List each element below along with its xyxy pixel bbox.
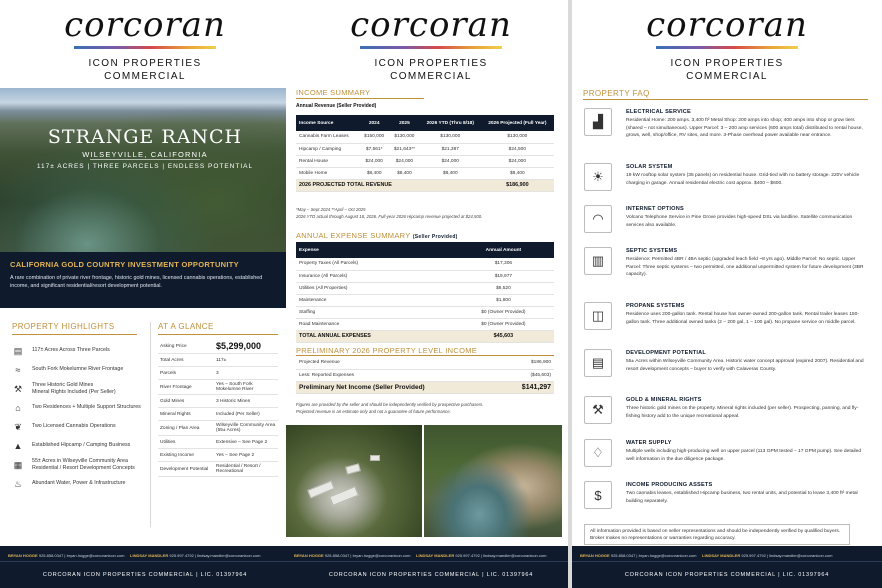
- faq-heading: PROPERTY FAQ: [583, 89, 650, 98]
- revenue-cell: Rental House: [296, 155, 359, 167]
- building-icon: ⌂: [15, 402, 21, 413]
- noi-value: ($45,603): [500, 369, 554, 381]
- glance-row: [158, 462, 278, 477]
- brand-logo: [286, 6, 576, 83]
- brand-sub-2: COMMERCIAL: [390, 71, 472, 82]
- expense-row: [296, 306, 554, 318]
- expense-row: [296, 282, 554, 294]
- revenue-cell: $24,000: [481, 155, 554, 167]
- expense-column-header: Annual Amount: [453, 242, 554, 258]
- faq-item: [584, 205, 869, 233]
- river-icon: ≈: [15, 364, 21, 375]
- revenue-cell: $24,500: [481, 143, 554, 155]
- brand-color-bar: [74, 46, 216, 49]
- glance-key: Mineral Rights: [160, 411, 191, 417]
- agent-2-name: LINDSAY MANDLER: [416, 553, 455, 558]
- faq-body: Multiple wells including high-producing well on upper parcel (113 GPM tested – 17 GPM pump). See detailed well information in the due diligence package.: [626, 449, 862, 462]
- glance-value: Yes – See Page 2: [216, 452, 255, 458]
- highlight-item: [12, 398, 142, 417]
- revenue-cell: $150,000: [359, 131, 389, 143]
- footer: [572, 546, 882, 588]
- glance-key: River Frontage: [160, 384, 192, 390]
- highlight-text: Two Residences + Multiple Support Structures: [32, 404, 141, 411]
- faq-item: [584, 439, 869, 467]
- revenue-cell: $130,000: [481, 131, 554, 143]
- revenue-cell: $8,400: [359, 167, 389, 179]
- at-a-glance: [158, 322, 278, 477]
- page-3: [572, 0, 882, 588]
- noi-label: Less: Reported Expenses: [296, 369, 500, 381]
- highlight-text: Established Hipcamp / Camping Business: [32, 442, 131, 449]
- faq-text: [626, 163, 869, 191]
- agent-1-info: 925.858.0347 | bryan.hogge@corcoranicon.com: [610, 553, 697, 558]
- revenue-table: [296, 115, 554, 192]
- page-2: [286, 0, 576, 588]
- faq-item: [584, 396, 869, 424]
- glance-table: [158, 339, 278, 477]
- glance-row: [158, 449, 278, 462]
- revenue-total-value: $186,900: [481, 179, 554, 191]
- glance-value: 3: [216, 370, 219, 376]
- glance-row: [158, 354, 278, 367]
- expense-heading-sub: (Seller Provided): [412, 234, 458, 240]
- revenue-cell: $21,387: [420, 143, 481, 155]
- faq-text: [626, 247, 869, 279]
- revenue-cell: $8,400: [420, 167, 481, 179]
- glance-key: Zoning / Plan Area: [160, 425, 200, 431]
- opportunity-banner: [0, 252, 290, 308]
- faq-title: INTERNET OPTIONS: [626, 206, 684, 212]
- revenue-cell: $8,400: [481, 167, 554, 179]
- faq-title: WATER SUPPLY: [626, 440, 672, 446]
- expense-header-row: [296, 242, 554, 258]
- opportunity-heading: CALIFORNIA GOLD COUNTRY INVESTMENT OPPORTUNITY: [10, 260, 239, 269]
- highlight-item: [12, 360, 142, 379]
- glance-key: Asking Price: [160, 343, 187, 349]
- faq-item: [584, 163, 869, 191]
- revenue-cell: $8,400: [389, 167, 420, 179]
- footer-divider: [572, 561, 882, 562]
- highlight-item: [12, 341, 142, 360]
- tent-icon: ▲: [13, 440, 23, 451]
- highlights-heading: PROPERTY HIGHLIGHTS: [12, 322, 115, 331]
- expense-cell: Staffing: [296, 306, 453, 318]
- property-highlights: [12, 322, 142, 493]
- highlight-text: Two Licensed Cannabis Operations: [32, 423, 116, 430]
- column-divider: [150, 322, 151, 527]
- faq-body: Residential Home: 200 amps. 3,400 ft² Metal Shop: 200 amps into shop; 400 amps into shop or grow tiers (shared – not simultaneous). Upper Parcel: 3 – 200 amp services (600 amps total) distributed to rental house, grows, well, shop/office, RV sites, and more. 3-Phase overhead power available near entrance.: [626, 118, 863, 139]
- faq-underline: [583, 99, 868, 100]
- dollar-icon: $: [584, 481, 612, 509]
- revenue-column-header: 2024: [359, 115, 389, 131]
- glance-row: [158, 408, 278, 421]
- expense-cell: $1,800: [453, 294, 554, 306]
- expense-cell: Property Taxes (All Parcels): [296, 258, 453, 270]
- faq-body: Three historic gold mines on the property. Mineral rights included (per seller). Prospecting, panning, and fly-fishing history add to the unique recreational appeal.: [626, 406, 859, 419]
- glance-row: [158, 395, 278, 408]
- revenue-note-2: 2026 YTD actual through August 18, 2026. Full-year 2026 Hipcamp revenue projected at $24,500.: [296, 214, 483, 219]
- septic-icon: ▥: [584, 247, 612, 275]
- expense-table: [296, 242, 554, 343]
- glance-value: 117±: [216, 357, 227, 363]
- faq-title: GOLD & MINERAL RIGHTS: [626, 397, 702, 403]
- agent-2-info: 925.997.4792 | lindsay.mandler@corcoranicon.com: [455, 553, 547, 558]
- brand-logo: [0, 6, 290, 83]
- footer-contacts: [8, 553, 282, 558]
- glance-value: $5,299,000: [216, 341, 262, 351]
- brand-sub-2: COMMERCIAL: [686, 71, 768, 82]
- glance-value: Yes – South Fork Mokelumne River: [216, 382, 254, 392]
- faq-item: [584, 302, 869, 330]
- glance-key: Development Potential: [160, 466, 209, 472]
- faq-title: INCOME PRODUCING ASSETS: [626, 482, 713, 488]
- agent-1-info: 925.858.0347 | bryan.hogge@corcoranicon.com: [324, 553, 411, 558]
- brand-wordmark: corcoran: [64, 5, 226, 45]
- glance-value: 3 Historic Mines: [216, 398, 251, 404]
- building-roof: [370, 455, 380, 461]
- footer-firm: CORCORAN ICON PROPERTIES COMMERCIAL | LIC. 01397964: [624, 572, 830, 578]
- highlight-text: 117± Acres Across Three Parcels: [32, 347, 110, 354]
- expense-total-row: [296, 330, 554, 342]
- glance-key: Parcels: [160, 370, 176, 376]
- faq-title: PROPANE SYSTEMS: [626, 303, 685, 309]
- faq-body: Volcano Telephone Service in Pine Grove provides high-speed DSL via landline. Satellite communication services also available.: [626, 215, 853, 228]
- glance-heading: AT A GLANCE: [158, 322, 214, 331]
- map-icon: ▤: [584, 349, 612, 377]
- agent-2-info: 925.997.4792 | lindsay.mandler@corcoranicon.com: [741, 553, 833, 558]
- agent-1-name: BRYAN HOGGE: [8, 553, 38, 558]
- revenue-cell: Hipcamp / Camping: [296, 143, 359, 155]
- leaf-icon: ❦: [14, 421, 22, 432]
- income-underline: [296, 98, 424, 99]
- footer-firm: CORCORAN ICON PROPERTIES COMMERCIAL | LIC. 01397964: [42, 572, 248, 578]
- expense-cell: $19,977: [453, 270, 554, 282]
- expense-row: [296, 294, 554, 306]
- revenue-column-header: Income Source: [296, 115, 359, 131]
- faq-item: [584, 247, 869, 279]
- revenue-cell: $24,000: [389, 155, 420, 167]
- brand-sub-1: ICON PROPERTIES: [88, 58, 202, 69]
- faq-text: [626, 396, 869, 424]
- noi-note-1: Figures are provided by the seller and should be independently verified by prospective purchasers.: [296, 402, 484, 407]
- agent-1-name: BRYAN HOGGE: [580, 553, 610, 558]
- faq-text: [626, 349, 869, 377]
- footer-divider: [286, 561, 576, 562]
- expense-row: [296, 258, 554, 270]
- expense-total-value: $45,603: [453, 330, 554, 342]
- faq-text: [626, 481, 869, 509]
- revenue-total-label: 2026 PROJECTED TOTAL REVENUE: [296, 179, 481, 191]
- glance-row: [158, 367, 278, 380]
- faq-body: Residence: Permitted 4BR / 4BA septic (upgraded leach field ~8 yrs ago). Middle Parcel: No septic. Upper Parcel: Three septic systems – two permitted, one additional unpermitted system for future development (3BR capacity).: [626, 257, 864, 278]
- highlight-item: [12, 436, 142, 455]
- faq-text: [626, 205, 869, 233]
- agent-2-name: LINDSAY MANDLER: [702, 553, 741, 558]
- highlight-text: South Fork Mokelumne River Frontage: [32, 366, 124, 373]
- noi-notes: [296, 401, 554, 415]
- noi-heading: PRELIMINARY 2026 PROPERTY LEVEL INCOME: [296, 346, 478, 355]
- noi-underline: [296, 355, 554, 356]
- revenue-body: [296, 131, 554, 191]
- wifi-icon: ◠: [584, 205, 612, 233]
- glance-row: [158, 421, 278, 436]
- revenue-cell: $24,000: [359, 155, 389, 167]
- brand-wordmark: corcoran: [350, 5, 512, 45]
- glance-value: Extensive – See Page 2: [216, 439, 268, 445]
- footer: [286, 546, 576, 588]
- expense-row: [296, 318, 554, 330]
- faq-text: [626, 439, 869, 467]
- pickaxe-icon: ⚒: [13, 383, 23, 394]
- expense-row: [296, 270, 554, 282]
- noi-row: [296, 357, 554, 369]
- glance-underline: [158, 334, 278, 335]
- solar-icon: ☀: [584, 163, 612, 191]
- revenue-cell: Mobile Home: [296, 167, 359, 179]
- revenue-column-header: 2026 Projected (Full Year): [481, 115, 554, 131]
- faq-item: [584, 349, 869, 377]
- revenue-subheading: Annual Revenue (Seller Provided): [296, 103, 377, 109]
- brand-sub-1: ICON PROPERTIES: [374, 58, 488, 69]
- revenue-cell: $7,561*: [359, 143, 389, 155]
- noi-total-row: [296, 381, 554, 393]
- faq-title: SEPTIC SYSTEMS: [626, 248, 678, 254]
- revenue-row: [296, 155, 554, 167]
- glance-value: Included (Per Seller): [216, 411, 260, 417]
- brand-color-bar: [656, 46, 798, 49]
- highlight-text: 55± Acres in Wilseyville Community Area Residential / Resort Development Concepts: [32, 458, 135, 471]
- water-icon: ♨: [13, 478, 23, 489]
- highlights-list: [12, 341, 142, 493]
- faq-item: [584, 481, 869, 509]
- revenue-cell: Cannabis Farm Leases: [296, 131, 359, 143]
- expense-column-header: Expense: [296, 242, 453, 258]
- plan-icon: ▦: [13, 459, 23, 470]
- pickaxe-icon: ⚒: [584, 396, 612, 424]
- faq-body: 55± Acres within Wilseyville Community Area. Historic water concept approval (expired 2007). Residential and resort development concepts – buyer to verify with Calaveras County.: [626, 359, 864, 372]
- glance-value: Residential / Resort / Recreational: [216, 464, 261, 474]
- glance-row: [158, 380, 278, 395]
- revenue-cell: $24,000: [420, 155, 481, 167]
- agent-2-info: 925.997.4792 | lindsay.mandler@corcoranicon.com: [169, 553, 261, 558]
- highlight-text: Abundant Water, Power & Infrastructure: [32, 480, 126, 487]
- footer-contacts: [580, 553, 874, 558]
- expense-cell: $17,306: [453, 258, 554, 270]
- noi-total-label: Preliminary Net Income (Seller Provided): [296, 381, 500, 393]
- highlight-item: [12, 417, 142, 436]
- hero-photo: [0, 88, 290, 252]
- property-location: WILSEYVILLE, CALIFORNIA: [82, 150, 208, 159]
- highlight-item: [12, 455, 142, 474]
- property-title: STRANGE RANCH: [47, 126, 243, 148]
- expense-body: [296, 258, 554, 342]
- noi-total-value: $141,297: [500, 381, 554, 393]
- revenue-cell: $130,000: [420, 131, 481, 143]
- revenue-row: [296, 143, 554, 155]
- water-drop-icon: ♢: [584, 439, 612, 467]
- agent-1-name: BRYAN HOGGE: [294, 553, 324, 558]
- expense-cell: Road Maintenance: [296, 318, 453, 330]
- glance-row: [158, 339, 278, 354]
- brand-wordmark: corcoran: [646, 5, 808, 45]
- expense-cell: $0 (Owner Provided): [453, 318, 554, 330]
- highlight-text: Three Historic Gold Mines Mineral Rights Included (Per Seller): [32, 382, 116, 395]
- noi-label: Projected Revenue: [296, 357, 500, 369]
- glance-key: Utilities: [160, 439, 176, 445]
- faq-title: ELECTRICAL SERVICE: [626, 109, 691, 115]
- brand-logo: [572, 6, 882, 83]
- glance-value: Wilseyville Community Area (55± Acres): [216, 423, 276, 433]
- faq-text: [626, 302, 869, 330]
- faq-item: [584, 108, 869, 140]
- revenue-column-header: 2026 YTD (Thru 8/18): [420, 115, 481, 131]
- expense-cell: $0 (Owner Provided): [453, 306, 554, 318]
- expense-total-label: TOTAL ANNUAL EXPENSES: [296, 330, 453, 342]
- expense-cell: Maintenance: [296, 294, 453, 306]
- hero-divider: [90, 159, 200, 160]
- glance-key: Total Acres: [160, 357, 184, 363]
- river-photo: [424, 425, 562, 537]
- glance-key: Gold Mines: [160, 398, 185, 404]
- noi-body: [296, 357, 554, 393]
- footer-firm: CORCORAN ICON PROPERTIES COMMERCIAL | LIC. 01397964: [328, 572, 534, 578]
- highlight-item: [12, 379, 142, 398]
- footer: [0, 546, 290, 588]
- highlight-item: [12, 474, 142, 493]
- noi-note-2: Projected revenue is an estimate only and not a guarantee of future performance.: [296, 409, 451, 414]
- noi-value: $186,900: [500, 357, 554, 369]
- faq-body: Two cannabis leases, established Hipcamp business, two rental units, and potential to lease 3,400 ft² metal building separately.: [626, 491, 858, 504]
- faq-body: Residence uses 200-gallon tank. Rental house has owner-owned 200-gallon tank. Rental trailer leases 150-gallon tank. Three additional owned tanks (2 – 200 gal, 1 – 100 gal). No propane service on middle parcel.: [626, 312, 859, 325]
- glance-row: [158, 436, 278, 449]
- revenue-notes: [296, 206, 554, 220]
- revenue-header-row: [296, 115, 554, 131]
- expense-heading-title: ANNUAL EXPENSE SUMMARY: [296, 231, 411, 240]
- faq-text: [626, 108, 869, 140]
- agent-1-info: 925.858.0347 | bryan.hogge@corcoranicon.com: [38, 553, 125, 558]
- revenue-note-1: *May – Sept 2024 **April – Oct 2025: [296, 207, 366, 212]
- faq-title: SOLAR SYSTEM: [626, 164, 673, 170]
- revenue-row: [296, 167, 554, 179]
- faq-title: DEVELOPMENT POTENTIAL: [626, 350, 707, 356]
- agent-2-name: LINDSAY MANDLER: [130, 553, 169, 558]
- faq-body: 19 kW rooftop solar system (35 panels) on residential house. Grid-tied with no battery storage. 220V vehicle charging in garage. Annual residential electric cost approx. $400 – $600.: [626, 173, 860, 186]
- expense-cell: Utilities (All Properties): [296, 282, 453, 294]
- property-tagline: 117± ACRES | THREE PARCELS | ENDLESS POTENTIAL: [36, 163, 254, 170]
- revenue-cell: $130,000: [389, 131, 420, 143]
- expense-heading: [296, 231, 458, 240]
- brand-color-bar: [360, 46, 502, 49]
- income-heading: INCOME SUMMARY: [296, 88, 371, 97]
- revenue-total-row: [296, 179, 554, 191]
- glance-key: Existing Income: [160, 452, 194, 458]
- page-1: [0, 0, 290, 588]
- brand-sub-2: COMMERCIAL: [104, 71, 186, 82]
- aerial-greenhouse-photo: [286, 425, 422, 537]
- revenue-cell: $21,643**: [389, 143, 420, 155]
- expense-cell: Insurance (All Parcels): [296, 270, 453, 282]
- disclaimer-box: All information provided is based on seller representations and should be independently verified by qualified buyers. Broker makes no representations or warranties regarding accuracy.: [584, 524, 850, 545]
- building-roof: [345, 463, 361, 474]
- footer-contacts: [294, 553, 568, 558]
- revenue-row: [296, 131, 554, 143]
- footer-divider: [0, 561, 290, 562]
- map-icon: ▤: [13, 345, 23, 356]
- opportunity-text: A rare combination of private river frontage, historic gold mines, licensed cannabis operations, established income, and significant residential/resort development potential.: [10, 275, 263, 289]
- brand-sub-1: ICON PROPERTIES: [670, 58, 784, 69]
- revenue-column-header: 2025: [389, 115, 420, 131]
- noi-row: [296, 369, 554, 381]
- noi-table: [296, 357, 554, 394]
- expense-cell: $6,520: [453, 282, 554, 294]
- electrical-icon: ▟: [584, 108, 612, 136]
- propane-icon: ◫: [584, 302, 612, 330]
- highlights-underline: [12, 334, 137, 335]
